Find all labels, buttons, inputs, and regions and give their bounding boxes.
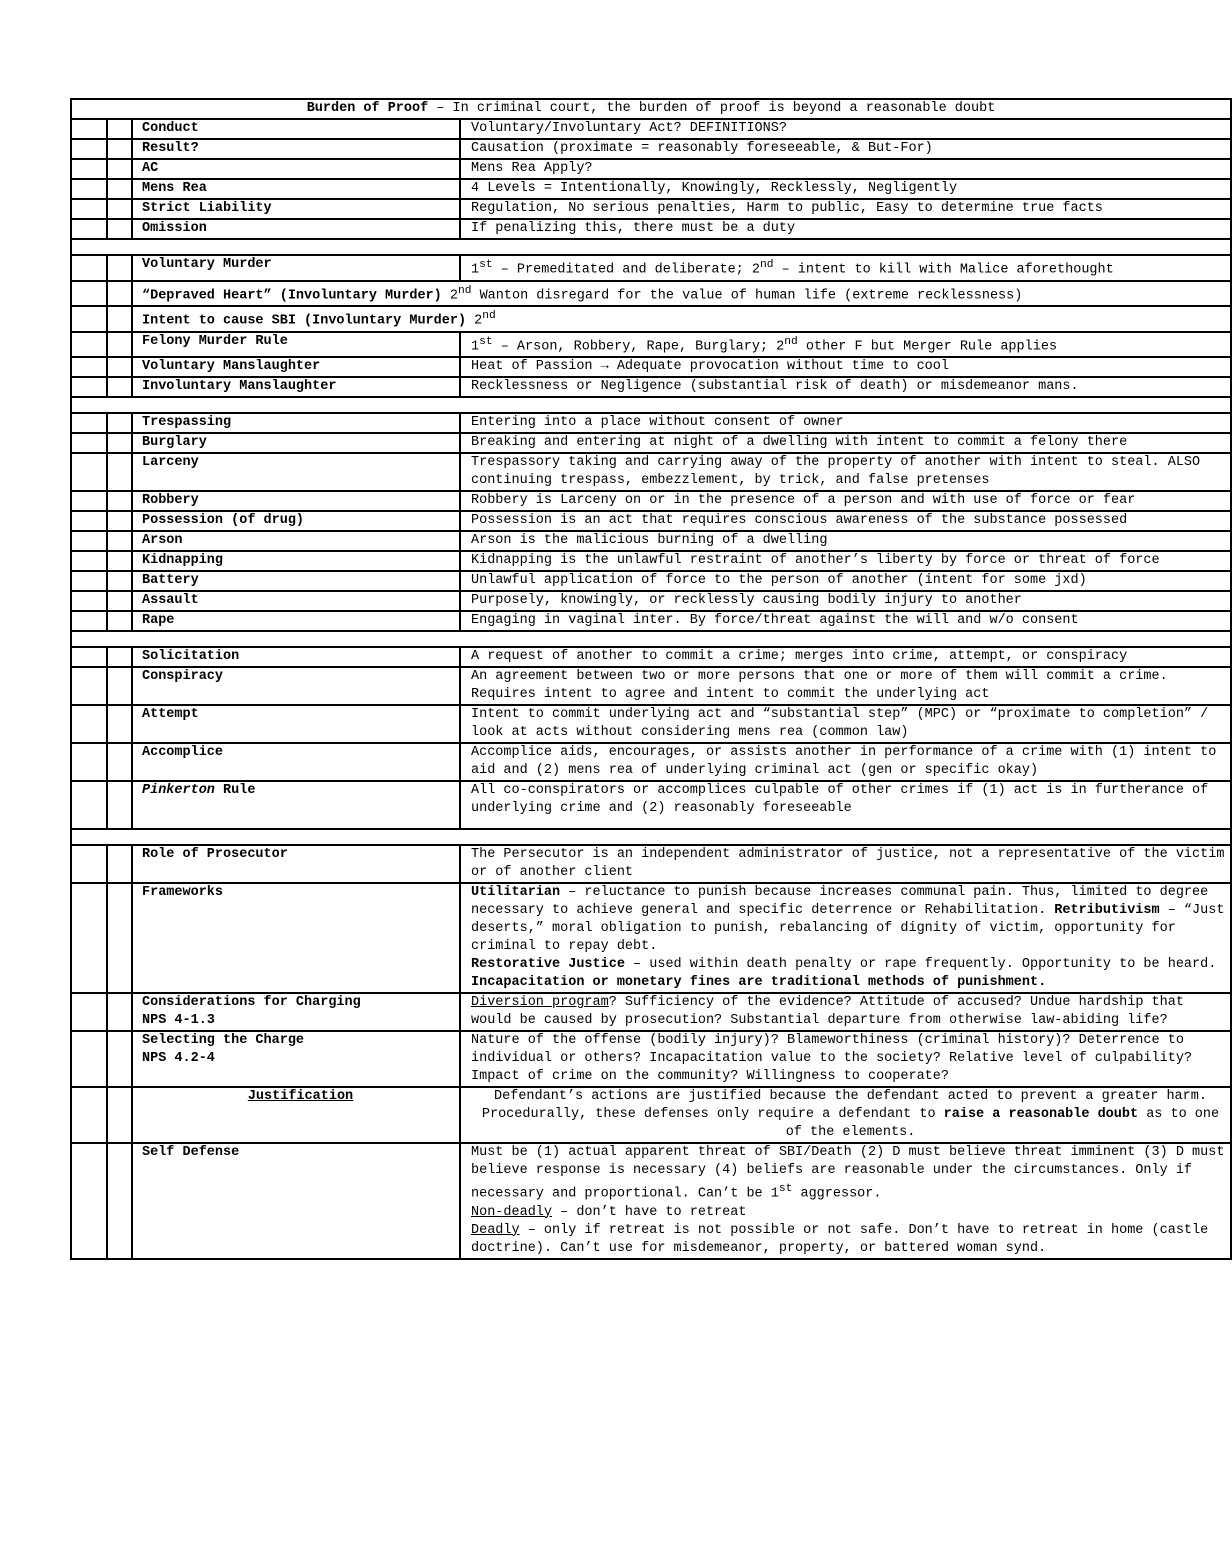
- header-cell: [71, 99, 1231, 119]
- term-cell: Considerations for Charging NPS 4-1.3: [132, 993, 460, 1031]
- table-row: [71, 743, 1231, 781]
- definition-cell: Trespassory taking and carrying away of the property of another with intent to steal. ALSO continuing trespass, embezzlement, by trick, and false pretenses: [460, 453, 1231, 491]
- definition-cell: Voluntary/Involuntary Act? DEFINITIONS?: [460, 119, 1231, 139]
- term-cell: Result?: [132, 139, 460, 159]
- table-row: [71, 591, 1231, 611]
- definition-cell: All co-conspirators or accomplices culpable of other crimes if (1) act is in furtherance of underlying crime and (2) reasonably foreseeable: [460, 781, 1231, 829]
- definition-cell: Entering into a place without consent of owner: [460, 413, 1231, 433]
- definition-cell: Purposely, knowingly, or recklessly causing bodily injury to another: [460, 591, 1231, 611]
- definition-cell: Robbery is Larceny on or in the presence of a person and with use of force or fear: [460, 491, 1231, 511]
- definition-cell: Regulation, No serious penalties, Harm to public, Easy to determine true facts: [460, 199, 1231, 219]
- header-text: – In criminal court, the burden of proof is beyond a reasonable doubt: [428, 101, 996, 116]
- definition-cell: Arson is the malicious burning of a dwelling: [460, 531, 1231, 551]
- definition-cell: 1st – Arson, Robbery, Rape, Burglary; 2nd other F but Merger Rule applies: [460, 332, 1231, 358]
- term-cell: Kidnapping: [132, 551, 460, 571]
- definition-cell: Nature of the offense (bodily injury)? Blameworthiness (criminal history)? Deterrence to individual or others? Incapacitation value to the society? Relative level of culpability? Impact of crime on the community? Willingness to cooperate?: [460, 1031, 1231, 1087]
- term-cell: Pinkerton Rule: [132, 781, 460, 829]
- term-cell: Accomplice: [132, 743, 460, 781]
- term-cell: AC: [132, 159, 460, 179]
- section-divider: [71, 631, 1231, 647]
- table-row: [71, 705, 1231, 743]
- table-row: [71, 119, 1231, 139]
- term-cell: Possession (of drug): [132, 511, 460, 531]
- term-cell: Voluntary Manslaughter: [132, 357, 460, 377]
- term-cell: Larceny: [132, 453, 460, 491]
- table-row: [71, 647, 1231, 667]
- table-row: [71, 159, 1231, 179]
- definition-cell: Utilitarian – reluctance to punish because increases communal pain. Thus, limited to degree necessary to achieve general and specific deterrence or Rehabilitation. Retributivism – “Just deserts,” moral obligation to punish, rebalancing of dignity of victim, opportunity for criminal to repay debt. Restorative Justice – used within death penalty or rape frequently. Opportunity to be heard. Incapacitation or monetary fines are traditional methods of punishment.: [460, 883, 1231, 993]
- table-row: [71, 993, 1231, 1031]
- term-cell: Robbery: [132, 491, 460, 511]
- term-cell: Selecting the Charge NPS 4.2-4: [132, 1031, 460, 1087]
- header-bold: Burden of Proof: [306, 101, 429, 116]
- term-cell: Self Defense: [132, 1143, 460, 1259]
- definition-cell: The Persecutor is an independent administrator of justice, not a representative of the victim or of another client: [460, 845, 1231, 883]
- table-row: [71, 1143, 1231, 1259]
- definition-cell: 4 Levels = Intentionally, Knowingly, Recklessly, Negligently: [460, 179, 1231, 199]
- definition-cell: Causation (proximate = reasonably foreseeable, & But-For): [460, 139, 1231, 159]
- section-divider: [71, 239, 1231, 255]
- definition-cell: Unlawful application of force to the person of another (intent for some jxd): [460, 571, 1231, 591]
- term-cell: Strict Liability: [132, 199, 460, 219]
- table-row: [71, 531, 1231, 551]
- section-divider: [71, 829, 1231, 845]
- table-row: [71, 357, 1231, 377]
- term-cell: Omission: [132, 219, 460, 239]
- term-cell: Assault: [132, 591, 460, 611]
- table-row: [71, 611, 1231, 631]
- definition-cell: Must be (1) actual apparent threat of SBI/Death (2) D must believe threat imminent (3) D must believe response is necessary (4) beliefs are reasonable under the circumstances. Only if necessary and proportional. Can’t be 1st aggressor. Non-deadly – don’t have to retreat Deadly – only if retreat is not possible or not safe. Don’t have to retreat in home (castle doctrine). Can’t use for misdemeanor, property, or battered woman synd.: [460, 1143, 1231, 1259]
- term-cell: Arson: [132, 531, 460, 551]
- term-cell: Voluntary Murder: [132, 255, 460, 281]
- definition-cell: Recklessness or Negligence (substantial risk of death) or misdemeanor mans.: [460, 377, 1231, 397]
- section-divider: [71, 397, 1231, 413]
- term-cell: Burglary: [132, 433, 460, 453]
- definition-cell: Breaking and entering at night of a dwelling with intent to commit a felony there: [460, 433, 1231, 453]
- table-row: [71, 306, 1231, 332]
- definition-cell: Heat of Passion → Adequate provocation without time to cool: [460, 357, 1231, 377]
- definition-cell: Possession is an act that requires conscious awareness of the substance possessed: [460, 511, 1231, 531]
- table-row: [71, 883, 1231, 993]
- table-row: [71, 413, 1231, 433]
- table-row: [71, 281, 1231, 307]
- definition-cell: A request of another to commit a crime; merges into crime, attempt, or conspiracy: [460, 647, 1231, 667]
- term-cell: Attempt: [132, 705, 460, 743]
- table-row: [71, 511, 1231, 531]
- table-row: [71, 845, 1231, 883]
- term-cell: Battery: [132, 571, 460, 591]
- term-cell: Solicitation: [132, 647, 460, 667]
- definition-cell: Intent to commit underlying act and “substantial step” (MPC) or “proximate to completion” / look at acts without considering mens rea (common law): [460, 705, 1231, 743]
- term-cell: Justification: [132, 1087, 460, 1143]
- table-row: [71, 667, 1231, 705]
- term-cell: Felony Murder Rule: [132, 332, 460, 358]
- definition-cell: Accomplice aids, encourages, or assists another in performance of a crime with (1) intent to aid and (2) mens rea of underlying criminal act (gen or specific okay): [460, 743, 1231, 781]
- term-cell: Conspiracy: [132, 667, 460, 705]
- term-cell: Frameworks: [132, 883, 460, 993]
- term-cell: Mens Rea: [132, 179, 460, 199]
- term-cell: Involuntary Manslaughter: [132, 377, 460, 397]
- term-cell: Rape: [132, 611, 460, 631]
- table-row: [71, 571, 1231, 591]
- outline-table: [70, 98, 1232, 1260]
- table-row: [71, 1087, 1231, 1143]
- definition-cell: An agreement between two or more persons that one or more of them will commit a crime. Requires intent to agree and intent to commit the underlying act: [460, 667, 1231, 705]
- wide-cell: “Depraved Heart” (Involuntary Murder) 2nd Wanton disregard for the value of human life (extreme recklessness): [132, 281, 1231, 307]
- definition-cell: Diversion program? Sufficiency of the evidence? Attitude of accused? Undue hardship that would be caused by prosecution? Substantial departure from otherwise law-abiding life?: [460, 993, 1231, 1031]
- wide-cell: Intent to cause SBI (Involuntary Murder) 2nd: [132, 306, 1231, 332]
- table-row: [71, 255, 1231, 281]
- definition-cell: If penalizing this, there must be a duty: [460, 219, 1231, 239]
- definition-cell: 1st – Premeditated and deliberate; 2nd – intent to kill with Malice aforethought: [460, 255, 1231, 281]
- table-row: [71, 1031, 1231, 1087]
- table-row: [71, 377, 1231, 397]
- term-cell: Role of Prosecutor: [132, 845, 460, 883]
- table-row: [71, 332, 1231, 358]
- table-row: [71, 781, 1231, 829]
- definition-cell: Defendant’s actions are justified because the defendant acted to prevent a greater harm. Procedurally, these defenses only require a defendant to raise a reasonable doubt as to one of the elements.: [460, 1087, 1231, 1143]
- definition-cell: Mens Rea Apply?: [460, 159, 1231, 179]
- table-row: [71, 199, 1231, 219]
- table-row: [71, 551, 1231, 571]
- definition-cell: Kidnapping is the unlawful restraint of another’s liberty by force or threat of force: [460, 551, 1231, 571]
- outline-sheet: [70, 98, 1225, 1450]
- definition-cell: Engaging in vaginal inter. By force/threat against the will and w/o consent: [460, 611, 1231, 631]
- table-row: [71, 219, 1231, 239]
- table-row: [71, 139, 1231, 159]
- table-row: [71, 433, 1231, 453]
- table-row: [71, 179, 1231, 199]
- term-cell: Conduct: [132, 119, 460, 139]
- right-arrow-icon: →: [600, 359, 609, 374]
- table-row: [71, 453, 1231, 491]
- header-row: [71, 99, 1231, 119]
- term-cell: Trespassing: [132, 413, 460, 433]
- table-row: [71, 491, 1231, 511]
